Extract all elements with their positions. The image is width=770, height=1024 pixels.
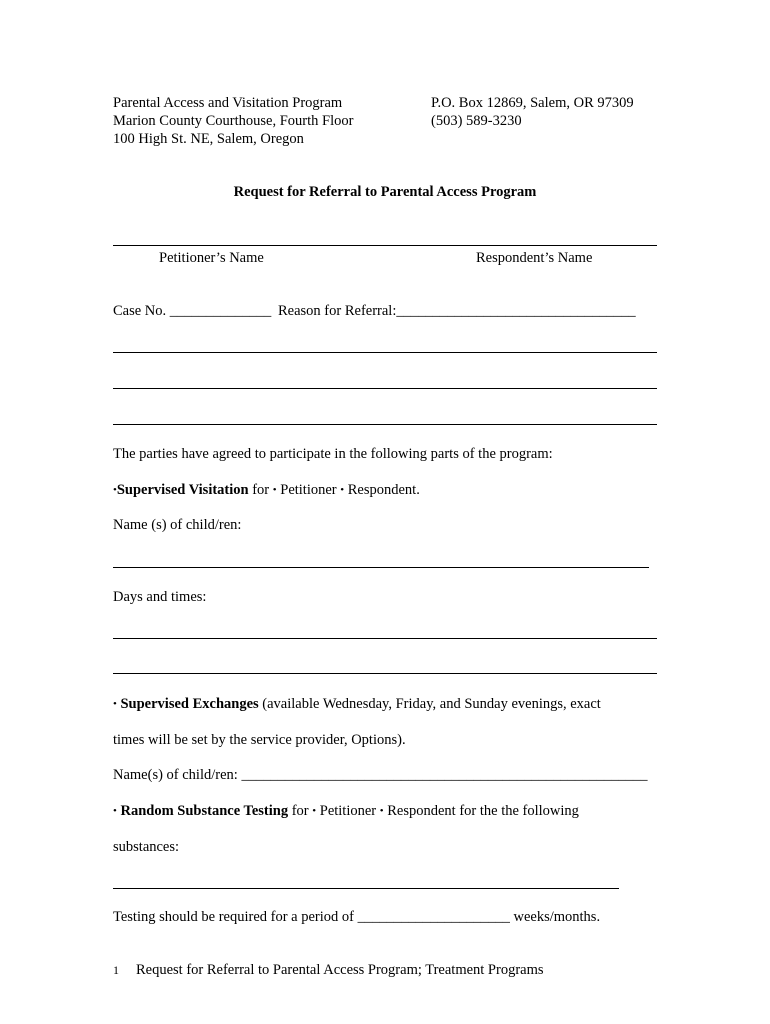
testing-checkbox[interactable]: • <box>113 805 117 817</box>
footer-text: Request for Referral to Parental Access Program; Treatment Programs <box>136 962 544 978</box>
document-title: Request for Referral to Parental Access Program <box>233 184 537 200</box>
reason-line-1[interactable] <box>113 352 657 353</box>
exchanges-description-line2: times will be set by the service provider, Options). <box>113 732 406 748</box>
participation-intro: The parties have agreed to participate in the following parts of the program: <box>113 446 553 462</box>
exchanges-children-label: Name(s) of child/ren: ________________________________________________________ <box>113 767 648 783</box>
case-no-label: Case No. ______________ <box>113 303 272 319</box>
days-times-line-1[interactable] <box>113 638 657 639</box>
days-times-line-2[interactable] <box>113 673 657 674</box>
street-address: 100 High St. NE, Salem, Oregon <box>113 131 304 147</box>
parties-name-line[interactable] <box>113 245 657 246</box>
days-and-times-label: Days and times: <box>113 589 207 605</box>
supervised-exchanges-heading: Supervised Exchanges <box>120 696 259 712</box>
visitation-checkbox[interactable]: • <box>113 484 117 496</box>
visitation-respondent-checkbox[interactable]: • <box>340 484 345 496</box>
exchanges-checkbox[interactable]: • <box>113 698 117 710</box>
substance-testing-heading: Random Substance Testing <box>120 803 289 819</box>
reason-for-referral-label: Reason for Referral:_________________________________ <box>278 303 636 319</box>
substance-testing-row <box>113 803 579 820</box>
courthouse-address: Marion County Courthouse, Fourth Floor <box>113 113 354 129</box>
testing-respondent-label: Respondent for the the following <box>383 803 579 819</box>
petitioner-name-label: Petitioner’s Name <box>159 250 264 266</box>
respondent-name-label: Respondent’s Name <box>476 250 593 266</box>
reason-line-2[interactable] <box>113 388 657 389</box>
supervised-exchanges-row <box>113 696 601 713</box>
testing-for-label: for <box>288 803 313 819</box>
substances-line[interactable] <box>113 888 619 889</box>
visitation-children-label: Name (s) of child/ren: <box>113 517 242 533</box>
visitation-petitioner-checkbox[interactable]: • <box>272 484 277 496</box>
testing-petitioner-label: Petitioner <box>316 803 377 819</box>
supervised-visitation-heading: Supervised Visitation <box>116 482 249 498</box>
testing-period-label: Testing should be required for a period of _____________________ weeks/months. <box>113 909 601 925</box>
program-name: Parental Access and Visitation Program <box>113 95 343 111</box>
testing-respondent-checkbox[interactable]: • <box>379 805 384 817</box>
testing-petitioner-checkbox[interactable]: • <box>312 805 317 817</box>
substances-label: substances: <box>113 839 180 855</box>
visitation-petitioner-label: Petitioner <box>276 482 341 498</box>
po-box: P.O. Box 12869, Salem, OR 97309 <box>431 95 634 111</box>
page-number: 1 <box>113 963 119 977</box>
visitation-for-label: for <box>248 482 273 498</box>
visitation-respondent-label: Respondent. <box>344 482 420 498</box>
phone-number: (503) 589-3230 <box>431 113 522 129</box>
supervised-visitation-row <box>113 482 420 499</box>
exchanges-description-line1: (available Wednesday, Friday, and Sunday evenings, exact <box>258 696 601 712</box>
reason-line-3[interactable] <box>113 424 657 425</box>
visitation-children-line[interactable] <box>113 567 649 568</box>
